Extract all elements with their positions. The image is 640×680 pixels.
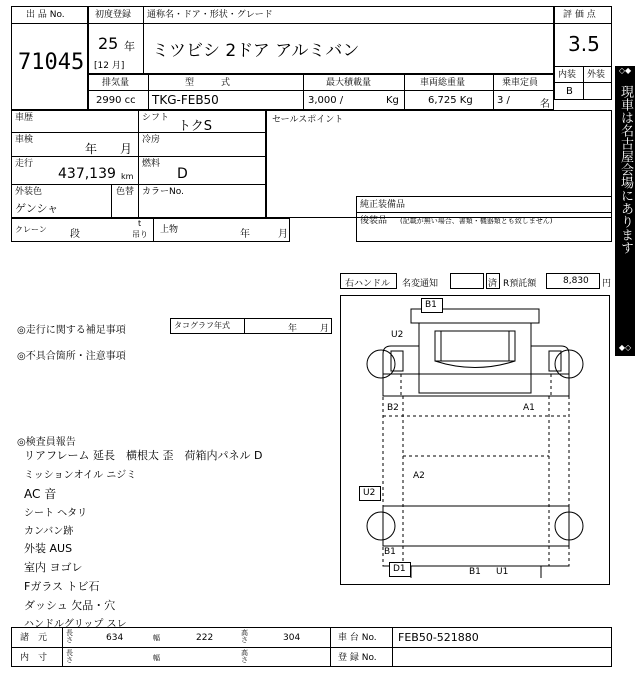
interior-score: B <box>566 86 573 97</box>
score-label: 評 価 点 <box>563 10 596 20</box>
mileage: 437,139 <box>58 166 116 182</box>
inspector-label: ◎検査員報告 <box>17 437 76 448</box>
inspector-line: ハンドルグリップ スレ <box>24 619 127 630</box>
length-label: 長さ <box>66 629 73 644</box>
gross-weight-label: 車両総重量 <box>420 78 466 88</box>
recycle-label: R預託額 <box>503 279 537 289</box>
inspector-line: リアフレーム 延長 横根太 歪 荷箱内パネル D <box>24 449 263 462</box>
damage-mark: U1 <box>496 567 509 577</box>
damage-mark: U2 <box>391 330 404 340</box>
chassis-label: 車 台 No. <box>338 633 377 643</box>
name-change-box <box>450 273 484 289</box>
truck-diagram <box>340 295 610 585</box>
height-label: 高さ <box>241 649 248 664</box>
capacity: 3 / <box>497 95 510 106</box>
exterior-label: 外装 <box>587 70 606 80</box>
sales-point-label: セールスポイント <box>272 115 344 125</box>
damage-mark: B1 <box>469 567 481 577</box>
shift-label: シフト <box>142 113 170 123</box>
height: 304 <box>283 633 301 643</box>
inspector-line: Fガラス トビ石 <box>24 580 100 593</box>
inspector-line: ダッシュ 欠品・穴 <box>24 599 116 612</box>
tacho-year: 年 <box>288 324 298 334</box>
capacity-label: 乗車定員 <box>502 78 539 88</box>
damage-mark: A2 <box>413 471 425 481</box>
side-banner-top: ◇◆ <box>618 66 632 75</box>
side-banner-text: 現車は名古屋会場にあります <box>618 85 633 254</box>
crane-label: クレーン <box>15 225 47 234</box>
model-desc-label: 通称名・ドア・形状・グレード <box>147 10 273 20</box>
interior-dims-label: 内 寸 <box>20 653 48 663</box>
crane-t: t <box>138 219 142 228</box>
truck-outline-svg <box>341 296 611 586</box>
recycle-unit: 円 <box>602 279 612 289</box>
recycle-mark: 済 <box>488 279 498 289</box>
chassis-no: FEB50-521880 <box>398 631 479 644</box>
mileage-label: 走行 <box>15 159 34 169</box>
fuel-label: 燃料 <box>142 159 161 169</box>
lot-no: 71045 <box>18 50 85 75</box>
inspector-line: 外装 AUS <box>24 542 73 555</box>
first-reg-year-char: 年 <box>124 40 135 53</box>
driving-notes-label: ◎走行に関する補足事項 <box>17 325 126 336</box>
displacement-label: 排気量 <box>102 78 130 88</box>
inspector-line: カンバン跡 <box>24 526 74 537</box>
interior-label: 内装 <box>558 70 577 80</box>
damage-mark: B2 <box>387 403 399 413</box>
reg-label: 登 録 No. <box>338 653 377 663</box>
crane-month: 月 <box>278 229 288 240</box>
lot-no-label: 出 品 No. <box>26 10 65 20</box>
first-reg-year: 25 <box>98 34 119 53</box>
crane-year: 年 <box>240 229 250 240</box>
inspector-line: AC 音 <box>24 487 57 501</box>
first-reg-label: 初度登録 <box>95 10 132 20</box>
dims-label: 諸 元 <box>20 633 48 643</box>
inspection-label: 車検 <box>15 135 34 145</box>
crane-lift: 吊り <box>132 230 148 239</box>
damage-mark: A1 <box>523 403 535 413</box>
gross-weight: 6,725 Kg <box>428 95 473 106</box>
aftermarket-label: 後装品 <box>360 216 388 226</box>
width-label: 幅 <box>153 654 160 662</box>
first-reg-month: [12 月] <box>94 61 125 71</box>
name-change-label: 名変通知 <box>402 279 439 289</box>
color-no-label: カラーNo. <box>142 187 184 197</box>
crane-stage: 段 <box>70 229 80 240</box>
max-load-label: 最大積載量 <box>326 78 372 88</box>
length: 634 <box>106 633 124 643</box>
color: ゲンシャ <box>15 202 59 215</box>
fuel: D <box>177 166 188 182</box>
inspector-line: シート ヘタリ <box>24 508 88 519</box>
ac-label: 冷房 <box>142 135 161 145</box>
score: 3.5 <box>568 32 600 56</box>
tacho-month: 月 <box>320 324 330 334</box>
capacity-unit: 名 <box>540 99 550 110</box>
side-banner-bottom: ◆◇ <box>618 343 632 352</box>
color-change-label: 色替 <box>116 187 135 197</box>
damage-mark: B1 <box>384 547 396 557</box>
defects-label: ◎不具合箇所・注意事項 <box>17 351 126 362</box>
length-label: 長さ <box>66 649 73 664</box>
model-desc: ミツビシ 2ドア アルミバン <box>152 41 360 61</box>
damage-mark: U2 <box>363 488 376 498</box>
recycle-amount: 8,830 <box>563 276 589 286</box>
model-code: TKG-FEB50 <box>152 93 219 107</box>
color-label: 外装色 <box>15 187 43 197</box>
damage-mark: D1 <box>393 564 406 574</box>
inspection-month: 月 <box>120 142 133 156</box>
height-label: 高さ <box>241 629 248 644</box>
displacement: 2990 cc <box>96 95 136 106</box>
history-label: 車歴 <box>15 113 34 123</box>
steering: 右ハンドル <box>345 279 391 289</box>
shift-value: トクS <box>178 119 212 134</box>
damage-mark: B1 <box>425 300 437 310</box>
genuine-equip-label: 純正装備品 <box>360 200 406 210</box>
inspector-line: 室内 ヨゴレ <box>24 561 83 574</box>
tacho-label: タコグラフ年式 <box>174 321 230 330</box>
mileage-unit: km <box>121 172 134 181</box>
width-label: 幅 <box>153 634 160 642</box>
max-load: 3,000 / <box>308 95 344 106</box>
inspection-year: 年 <box>85 142 98 156</box>
max-load-unit: Kg <box>386 95 399 106</box>
width: 222 <box>196 633 214 643</box>
crane-top-label: 上物 <box>160 225 179 235</box>
aftermarket-note: (記載が無い場合、書類・機器類とも致しません) <box>400 217 553 225</box>
inspector-line: ミッションオイル ニジミ <box>24 470 137 481</box>
model-code-label: 型 式 <box>185 78 231 88</box>
